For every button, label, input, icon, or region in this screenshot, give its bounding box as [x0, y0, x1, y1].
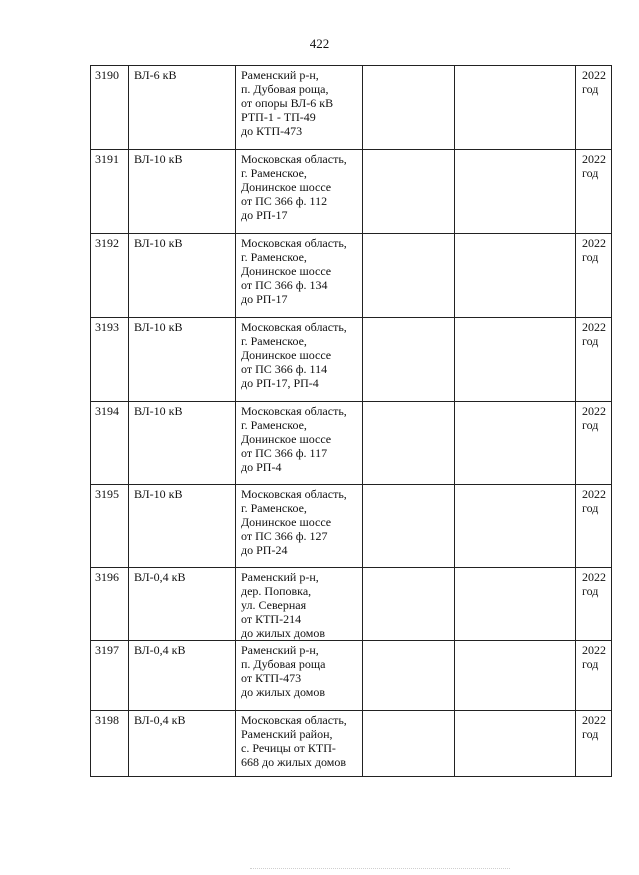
table-row — [91, 485, 612, 568]
year-cell — [576, 150, 612, 234]
table-row — [91, 66, 612, 150]
year-line: 2022 — [582, 643, 606, 657]
year-cell — [576, 485, 612, 568]
year-line: 2022 — [582, 152, 606, 166]
line-type-cell: ВЛ-0,4 кВ — [129, 711, 236, 777]
empty-cell — [455, 318, 576, 402]
address-line: от ПС 366 ф. 117 — [241, 446, 328, 460]
empty-cell — [455, 234, 576, 318]
address-line: Раменский р-н, — [241, 68, 319, 82]
row-number-cell: 3192 — [91, 234, 129, 318]
line-type-cell: ВЛ-0,4 кВ — [129, 568, 236, 641]
empty-cell — [363, 150, 455, 234]
year-cell — [576, 234, 612, 318]
address-line: г. Раменское, — [241, 418, 307, 432]
year-line: год — [582, 501, 599, 515]
year-line: 2022 — [582, 570, 606, 584]
empty-cell — [455, 402, 576, 485]
address-line: Московская область, — [241, 236, 347, 250]
row-number-cell: 3198 — [91, 711, 129, 777]
table-row — [91, 568, 612, 641]
address-line: от КТП-214 — [241, 612, 302, 626]
address-cell — [236, 318, 363, 402]
row-number-cell: 3197 — [91, 641, 129, 711]
address-line: г. Раменское, — [241, 166, 307, 180]
address-line: Донинское шоссе — [241, 180, 332, 194]
empty-cell — [455, 568, 576, 641]
address-line: до РП-4 — [241, 460, 282, 474]
address-line: Раменский р-н, — [241, 570, 319, 584]
address-line: Раменский р-н, — [241, 643, 319, 657]
row-number-cell: 3191 — [91, 150, 129, 234]
year-line: год — [582, 250, 599, 264]
year-cell — [576, 568, 612, 641]
year-line: 2022 — [582, 320, 606, 334]
address-line: Московская область, — [241, 404, 347, 418]
empty-cell — [363, 234, 455, 318]
year-cell — [576, 318, 612, 402]
table-row — [91, 402, 612, 485]
year-line: 2022 — [582, 404, 606, 418]
year-cell — [576, 66, 612, 150]
address-line: г. Раменское, — [241, 501, 307, 515]
empty-cell — [363, 402, 455, 485]
address-line: Московская область, — [241, 713, 347, 727]
address-line: ул. Северная — [241, 598, 307, 612]
address-line: от ПС 366 ф. 134 — [241, 278, 328, 292]
address-cell — [236, 234, 363, 318]
year-cell — [576, 711, 612, 777]
empty-cell — [363, 318, 455, 402]
empty-cell — [455, 641, 576, 711]
address-cell — [236, 711, 363, 777]
address-line: с. Речицы от КТП- — [241, 741, 336, 755]
registry-table-body — [91, 66, 612, 777]
line-type-cell: ВЛ-0,4 кВ — [129, 641, 236, 711]
address-line: Московская область, — [241, 152, 347, 166]
line-type-cell: ВЛ-10 кВ — [129, 402, 236, 485]
line-type-cell: ВЛ-10 кВ — [129, 318, 236, 402]
address-cell — [236, 568, 363, 641]
address-cell — [236, 402, 363, 485]
line-type-cell: ВЛ-10 кВ — [129, 234, 236, 318]
empty-cell — [363, 66, 455, 150]
address-line: от КТП-473 — [241, 671, 302, 685]
address-cell — [236, 485, 363, 568]
address-line: Московская область, — [241, 320, 347, 334]
scan-smudge — [250, 868, 510, 869]
address-cell — [236, 150, 363, 234]
year-line: год — [582, 418, 599, 432]
year-line: 2022 — [582, 713, 606, 727]
address-line: до жилых домов — [241, 626, 326, 640]
year-line: год — [582, 166, 599, 180]
empty-cell — [455, 66, 576, 150]
address-line: до РП-17 — [241, 292, 288, 306]
table-row — [91, 711, 612, 777]
empty-cell — [363, 485, 455, 568]
address-line: Раменский район, — [241, 727, 333, 741]
address-line: Донинское шоссе — [241, 348, 332, 362]
year-line: 2022 — [582, 236, 606, 250]
empty-cell — [363, 641, 455, 711]
table-row — [91, 150, 612, 234]
address-line: РТП-1 - ТП-49 — [241, 110, 316, 124]
registry-table — [90, 65, 612, 777]
empty-cell — [455, 711, 576, 777]
year-cell — [576, 402, 612, 485]
year-line: год — [582, 657, 599, 671]
address-line: до РП-17, РП-4 — [241, 376, 319, 390]
year-line: год — [582, 82, 599, 96]
empty-cell — [455, 485, 576, 568]
year-line: 2022 — [582, 68, 606, 82]
address-line: г. Раменское, — [241, 334, 307, 348]
address-line: от ПС 366 ф. 127 — [241, 529, 328, 543]
line-type-cell: ВЛ-10 кВ — [129, 150, 236, 234]
address-line: до РП-17 — [241, 208, 288, 222]
address-cell — [236, 641, 363, 711]
table-row — [91, 641, 612, 711]
address-line: 668 до жилых домов — [241, 755, 347, 769]
address-line: от опоры ВЛ-6 кВ — [241, 96, 334, 110]
row-number-cell: 3190 — [91, 66, 129, 150]
year-line: год — [582, 727, 599, 741]
address-line: до КТП-473 — [241, 124, 303, 138]
page-number: 422 — [309, 36, 330, 51]
row-number-cell: 3193 — [91, 318, 129, 402]
address-line: п. Дубовая роща — [241, 657, 326, 671]
address-line: Донинское шоссе — [241, 432, 332, 446]
address-line: Донинское шоссе — [241, 515, 332, 529]
empty-cell — [455, 150, 576, 234]
year-line: год — [582, 334, 599, 348]
line-type-cell: ВЛ-10 кВ — [129, 485, 236, 568]
address-line: п. Дубовая роща, — [241, 82, 329, 96]
address-line: дер. Поповка, — [241, 584, 312, 598]
address-line: Московская область, — [241, 487, 347, 501]
row-number-cell: 3196 — [91, 568, 129, 641]
empty-cell — [363, 711, 455, 777]
row-number-cell: 3195 — [91, 485, 129, 568]
address-line: от ПС 366 ф. 114 — [241, 362, 328, 376]
address-line: Донинское шоссе — [241, 264, 332, 278]
address-line: г. Раменское, — [241, 250, 307, 264]
address-cell — [236, 66, 363, 150]
address-line: до РП-24 — [241, 543, 288, 557]
address-line: до жилых домов — [241, 685, 326, 699]
table-row — [91, 318, 612, 402]
year-cell — [576, 641, 612, 711]
empty-cell — [363, 568, 455, 641]
row-number-cell: 3194 — [91, 402, 129, 485]
table-row — [91, 234, 612, 318]
year-line: 2022 — [582, 487, 606, 501]
line-type-cell: ВЛ-6 кВ — [129, 66, 236, 150]
year-line: год — [582, 584, 599, 598]
address-line: от ПС 366 ф. 112 — [241, 194, 328, 208]
